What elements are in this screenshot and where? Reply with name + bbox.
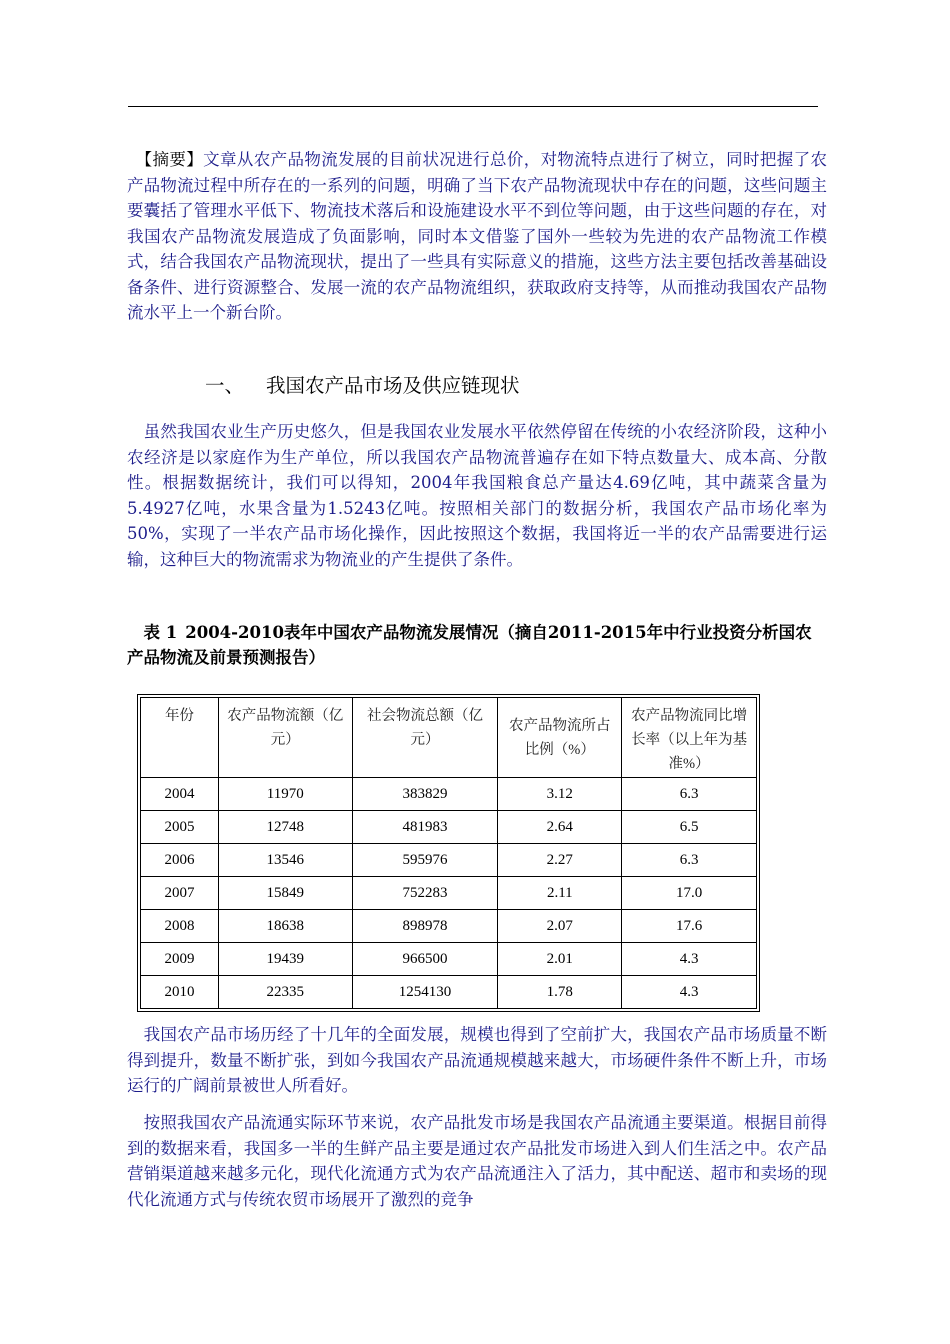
- cell-year: 2010: [141, 976, 219, 1009]
- cell-year: 2004: [141, 778, 219, 811]
- abstract-paragraph: [127, 147, 827, 326]
- cell-agri-value: 12748: [218, 811, 352, 844]
- cell-agri-value: 18638: [218, 910, 352, 943]
- table-row: [141, 943, 757, 976]
- table-row: [141, 877, 757, 910]
- cell-social-total: 752283: [352, 877, 498, 910]
- section-number: 一、: [205, 374, 245, 397]
- cell-ratio: 2.11: [498, 877, 622, 910]
- header-rule: [128, 106, 818, 107]
- table-row: [141, 976, 757, 1009]
- cell-ratio: 2.64: [498, 811, 622, 844]
- body-paragraph-1: [127, 419, 827, 572]
- data-table-frame: [137, 694, 760, 1012]
- cell-growth: 4.3: [622, 976, 757, 1009]
- abstract-tag: 【摘要】: [143, 150, 204, 169]
- cell-growth: 17.6: [622, 910, 757, 943]
- paragraph-1-text: 虽然我国农业生产历史悠久，但是我国农业发展水平依然停留在传统的小农经济阶段，这种小农经济是以家庭作为生产单位，所以我国农产品物流普遍存在如下特点数量大、成本高、分散性。根据数据统计，我们可以得知，2004年我国粮食总产量达4.69亿吨，其中蔬菜含量为5.4927亿吨，水果含量为1.5243亿吨。按照相关部门的数据分析，我国农产品市场化率为50%，实现了一半农产品市场化操作，因此按照这个数据，我国将近一半的农产品需要进行运输，这种巨大的物流需求为物流业的产生提供了条件。: [127, 422, 828, 569]
- cell-social-total: 383829: [352, 778, 498, 811]
- cell-growth: 17.0: [622, 877, 757, 910]
- cell-ratio: 2.01: [498, 943, 622, 976]
- cell-growth: 4.3: [622, 943, 757, 976]
- header-social-logistics-total: 社会物流总额（亿元）: [352, 698, 498, 778]
- header-year: 年份: [141, 698, 219, 778]
- table-caption-prefix: 表 1: [143, 623, 178, 642]
- header-share-ratio: 农产品物流所占比例（%）: [498, 698, 622, 778]
- paragraph-3-text: 按照我国农产品流通实际环节来说，农产品批发市场是我国农产品流通主要渠道。根据目前得到的数据来看，我国多一半的生鲜产品主要是通过农产品批发市场进入到人们生活之中。农产品营销渠道越来越多元化，现代化流通方式为农产品流通注入了活力，其中配送、超市和卖场的现代化流通方式与传统农贸市场展开了激烈的竞争: [127, 1113, 828, 1209]
- cell-agri-value: 13546: [218, 844, 352, 877]
- cell-ratio: 3.12: [498, 778, 622, 811]
- cell-ratio: 2.07: [498, 910, 622, 943]
- cell-growth: 6.3: [622, 844, 757, 877]
- cell-growth: 6.3: [622, 778, 757, 811]
- cell-agri-value: 22335: [218, 976, 352, 1009]
- table-row: [141, 811, 757, 844]
- cell-social-total: 595976: [352, 844, 498, 877]
- header-growth-rate: 农产品物流同比增长率（以上年为基准%）: [622, 698, 757, 778]
- paragraph-2-text: 我国农产品市场历经了十几年的全面发展，规模也得到了空前扩大，我国农产品市场质量不断得到提升，数量不断扩张，到如今我国农产品流通规模越来越大，市场硬件条件不断上升，市场运行的广阔前景被世人所看好。: [127, 1025, 828, 1095]
- table-caption-text: 2004-2010表年中国农产品物流发展情况（摘自2011-2015年中行业投资分析国农产品物流及前景预测报告）: [127, 623, 812, 667]
- section-title: 我国农产品市场及供应链现状: [266, 374, 520, 397]
- cell-agri-value: 15849: [218, 877, 352, 910]
- table-header-row: [141, 698, 757, 778]
- body-paragraph-2: [127, 1022, 827, 1099]
- cell-year: 2008: [141, 910, 219, 943]
- cell-year: 2006: [141, 844, 219, 877]
- section-heading: [205, 370, 520, 398]
- cell-ratio: 1.78: [498, 976, 622, 1009]
- cell-year: 2007: [141, 877, 219, 910]
- body-paragraph-3: [127, 1110, 827, 1212]
- cell-social-total: 966500: [352, 943, 498, 976]
- abstract-text: 文章从农产品物流发展的目前状况进行总价，对物流特点进行了树立，同时把握了农产品物流过程中所存在的一系列的问题，明确了当下农产品物流现状中存在的问题，这些问题主要囊括了管理水平低下、物流技术落后和设施建设水平不到位等问题，由于这些问题的存在，对我国农产品物流发展造成了负面影响，同时本文借鉴了国外一些较为先进的农产品物流工作模式，结合我国农产品物流现状，提出了一些具有实际意义的措施，这些方法主要包括改善基础设备条件、进行资源整合、发展一流的农产品物流组织，获取政府支持等，从而推动我国农产品物流水平上一个新台阶。: [127, 150, 828, 322]
- cell-social-total: 481983: [352, 811, 498, 844]
- cell-year: 2005: [141, 811, 219, 844]
- table-row: [141, 778, 757, 811]
- cell-social-total: 1254130: [352, 976, 498, 1009]
- table-row: [141, 910, 757, 943]
- data-table: [140, 697, 757, 1009]
- table-caption: [127, 620, 827, 670]
- cell-ratio: 2.27: [498, 844, 622, 877]
- table-row: [141, 844, 757, 877]
- cell-agri-value: 11970: [218, 778, 352, 811]
- header-agri-logistics-value: 农产品物流额（亿元）: [218, 698, 352, 778]
- cell-year: 2009: [141, 943, 219, 976]
- cell-growth: 6.5: [622, 811, 757, 844]
- cell-agri-value: 19439: [218, 943, 352, 976]
- cell-social-total: 898978: [352, 910, 498, 943]
